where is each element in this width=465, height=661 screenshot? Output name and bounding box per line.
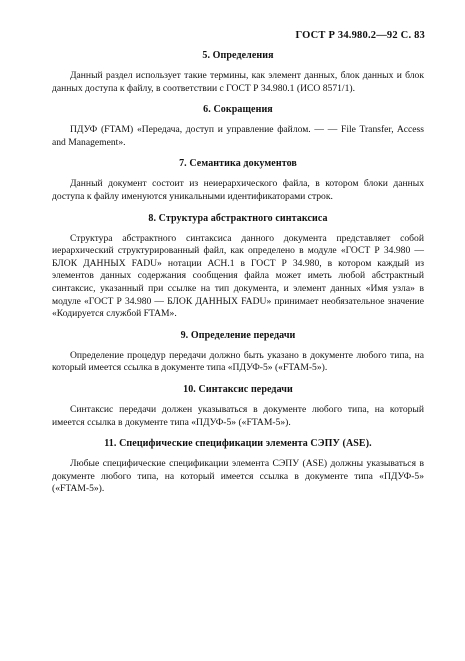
section-definitions <box>52 50 424 95</box>
section-title: 9. Определение передачи <box>180 329 296 341</box>
section-transfer-definition <box>52 330 424 375</box>
section-paragraph: Данный раздел использует такие термины, как элемент данных, блок данных и блок данных доступа к файлу, в соответствии с ГОСТ Р 34.980.1 (ИСО 8571/1). <box>52 70 424 94</box>
section-paragraph: ПДУФ (FTAM) «Передача, доступ и управление файлом. — — File Transfer, Access and Management». <box>52 124 424 148</box>
section-title: 8. Структура абстрактного синтаксиса <box>148 212 328 224</box>
section-title: 6. Сокращения <box>203 104 273 116</box>
section-ase-specifications <box>52 438 424 496</box>
section-abbreviations <box>52 104 424 149</box>
section-abstract-syntax <box>52 213 424 321</box>
section-paragraph: Любые специфические спецификации элемента СЭПУ (ASE) должны указываться в документе любого типа, на который имеется ссылка в документе типа «ПДУФ-5» («FTAM-5»). <box>52 458 424 495</box>
section-title: 10. Синтаксис передачи <box>183 383 293 395</box>
section-title: 5. Определения <box>202 50 274 61</box>
running-header: ГОСТ Р 34.980.2—92 С. 83 <box>295 30 425 41</box>
section-paragraph: Структура абстрактного синтаксиса данного документа представляет собой иерархический структурированный файл, как определено в модуле «ГОСТ Р 34.980 — БЛОК ДАННЫХ FADU» нотации АСН.1 в ГОСТ Р 34.980, в котором каждый из элементов данных содержания сообщения файла может иметь любой абстрактный синтаксис, указанный при ссылке на тип документа, и элемент данных «Имя узла» в модуле «ГОСТ Р 34.980 — БЛОК ДАННЫХ FADU» принимает необязательное значение «Кодируется службой FTAM». <box>52 232 424 320</box>
section-transfer-syntax <box>52 384 424 429</box>
section-title: 11. Специфические спецификации элемента СЭПУ (ASE). <box>104 438 372 450</box>
section-paragraph: Синтаксис передачи должен указываться в документе любого типа, на который имеется ссылка в документе типа «ПДУФ-5» («FTAM-5»). <box>52 403 424 428</box>
document-body <box>52 50 424 505</box>
section-paragraph: Данный документ состоит из неиерархического файла, в котором блоки данных доступа к файлу именуются уникальными идентификаторами строк. <box>52 178 424 202</box>
section-title: 7. Семантика документов <box>179 158 297 170</box>
section-document-semantics <box>52 158 424 203</box>
section-paragraph: Определение процедур передачи должно быть указано в документе любого типа, на который имеется ссылка в документе типа «ПДУФ-5» («FTAM-5»). <box>52 349 424 374</box>
